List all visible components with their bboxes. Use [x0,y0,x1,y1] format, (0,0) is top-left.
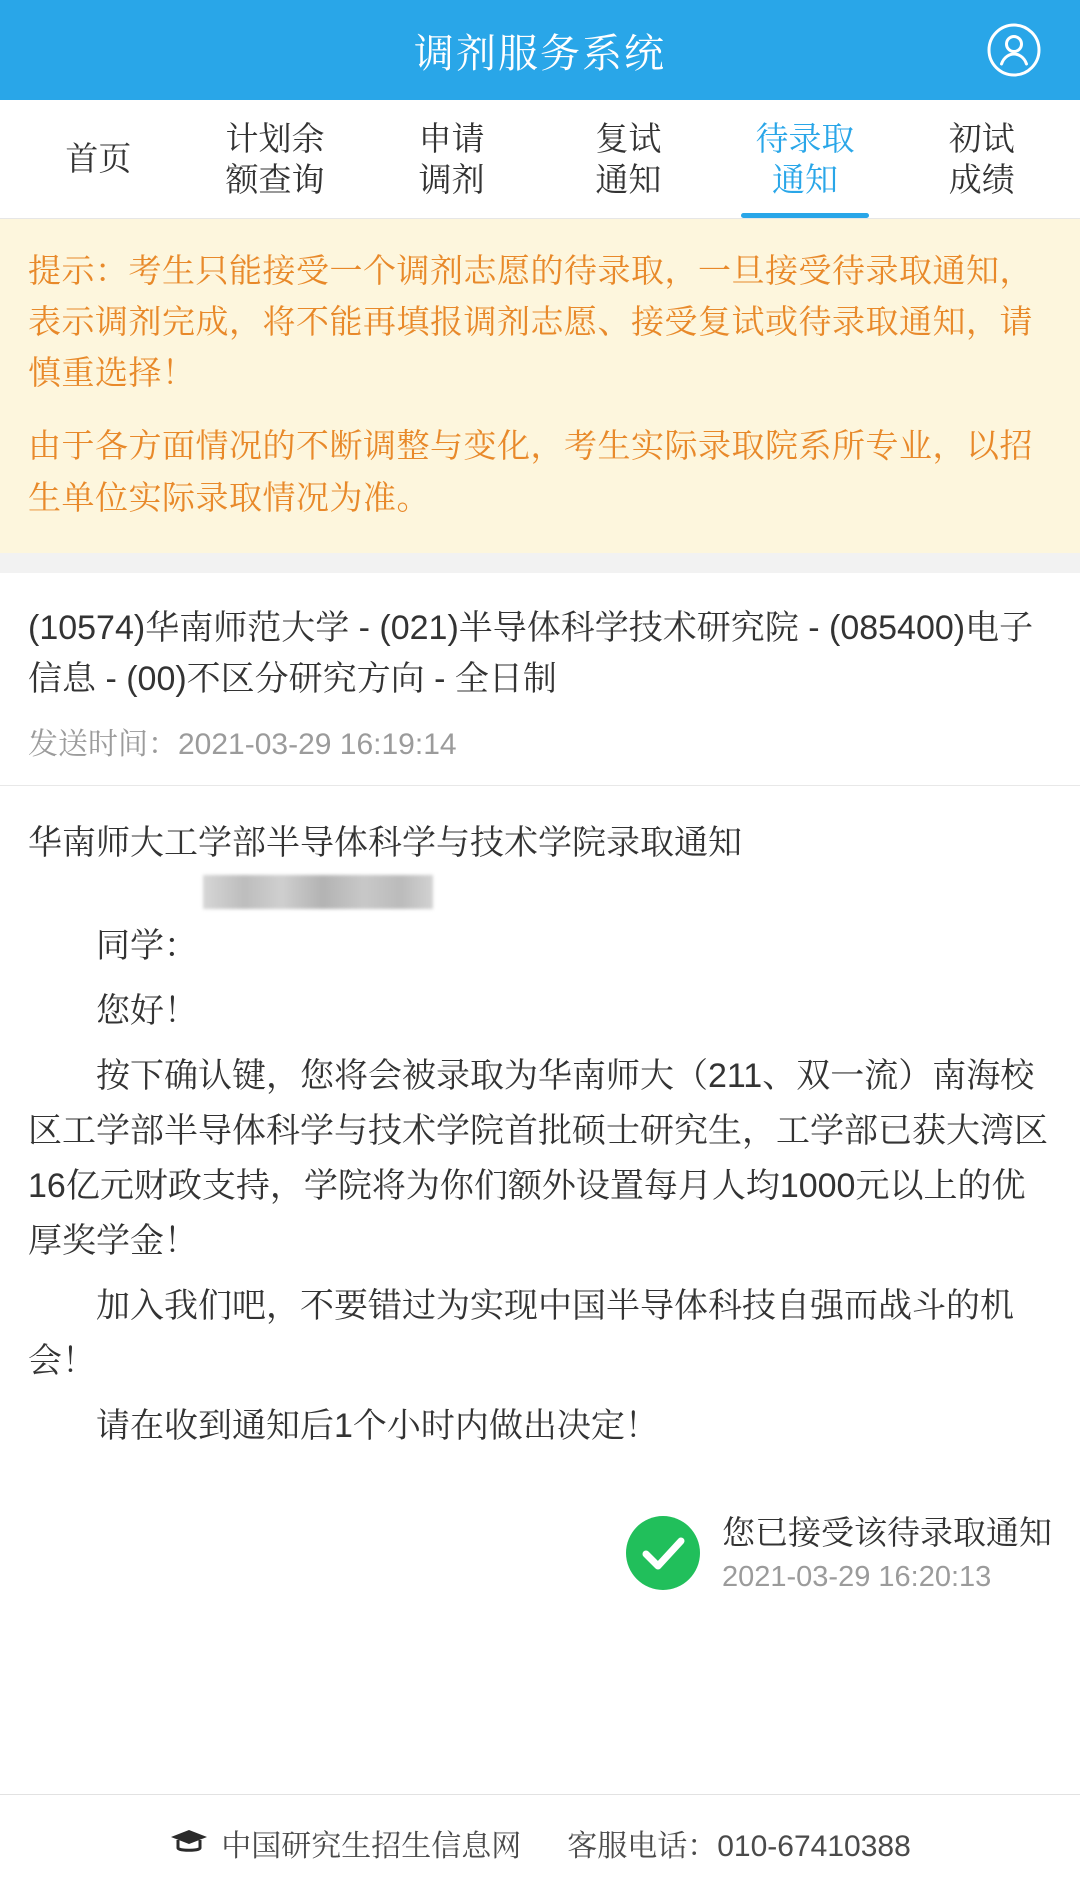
tab-reexam-notice-line2: 通知 [595,161,662,198]
footer-brand[interactable] [169,1821,521,1865]
account-icon[interactable] [986,22,1042,78]
send-time-label: 发送时间： [28,727,178,761]
send-time [28,719,1052,763]
redacted-name-block [203,875,433,909]
message-paragraph-3: 请在收到通知后1个小时内做出决定！ [96,1407,659,1446]
tab-pending-admission-line1: 待录取 [755,119,855,157]
message-title: 华南师大工学部半导体科学与技术学院录取通知 [28,823,742,862]
page-title: 调剂服务系统 [414,31,666,76]
tab-plan-quota-line1: 计划余 [225,119,325,157]
tab-apply-transfer-line1: 申请 [418,119,485,157]
tab-reexam-notice[interactable] [540,100,717,218]
footer-service-phone[interactable]: 客服电话：010-67410388 [567,1830,911,1863]
tab-first-exam-score[interactable] [893,100,1070,218]
accepted-status [0,1464,1080,1594]
footer-site-name: 中国研究生招生信息网 [221,1830,522,1863]
send-time-value: 2021-03-29 16:19:14 [178,727,457,761]
status-badge: 您已接受该待录取通知 [722,1514,1052,1552]
tab-apply-transfer[interactable] [363,100,540,218]
program-info[interactable] [0,573,1080,786]
app-footer [0,1794,1080,1895]
section-divider [0,553,1080,573]
message-paragraph-2: 加入我们吧，不要错过为实现中国半导体科技自强而战斗的机会！ [28,1287,1014,1381]
tab-first-exam-score-line1: 初试 [948,119,1015,157]
tab-home[interactable] [10,100,187,218]
message-salutation: 同学： [96,926,198,965]
tab-pending-admission-notice[interactable] [717,100,894,218]
tab-reexam-notice-line1: 复试 [595,119,662,157]
tab-first-exam-score-line2: 成绩 [948,161,1015,198]
accepted-text-group [722,1512,1052,1594]
app-header [0,0,1080,100]
tab-plan-quota-line2: 额查询 [225,161,325,198]
message-body [0,786,1080,1465]
notice-paragraph-2: 由于各方面情况的不断调整与变化，考生实际录取院系所专业，以招生单位实际录取情况为准。 [28,427,1033,516]
tab-home-line1: 首页 [65,140,132,178]
notice-paragraph-1: 提示：考生只能接受一个调剂志愿的待录取，一旦接受待录取通知，表示调剂完成，将不能再填报调剂志愿、接受复试或待录取通知，请慎重选择！ [28,252,1033,392]
tab-apply-transfer-line2: 调剂 [418,161,485,198]
graduation-cap-icon [169,1827,209,1860]
accepted-timestamp: 2021-03-29 16:20:13 [722,1561,992,1594]
tab-pending-admission-line2: 通知 [772,161,839,198]
tab-plan-quota[interactable] [187,100,364,218]
message-greeting: 您好！ [96,991,198,1030]
program-title: (10574)华南师范大学 - (021)半导体科学技术研究院 - (085400)电子信息 - (00)不区分研究方向 - 全日制 [28,608,1034,698]
notice-banner [0,219,1080,553]
message-paragraph-1: 按下确认键，您将会被录取为华南师大（211、双一流）南海校区工学部半导体科学与技术学院首批硕士研究生，工学部已获大湾区16亿元财政支持，学院将为你们额外设置每月人均1000元以上的优厚奖学金！ [28,1056,1048,1261]
check-circle-icon [626,1516,700,1590]
tab-bar [0,100,1080,219]
content-spacer [0,1594,1080,1794]
